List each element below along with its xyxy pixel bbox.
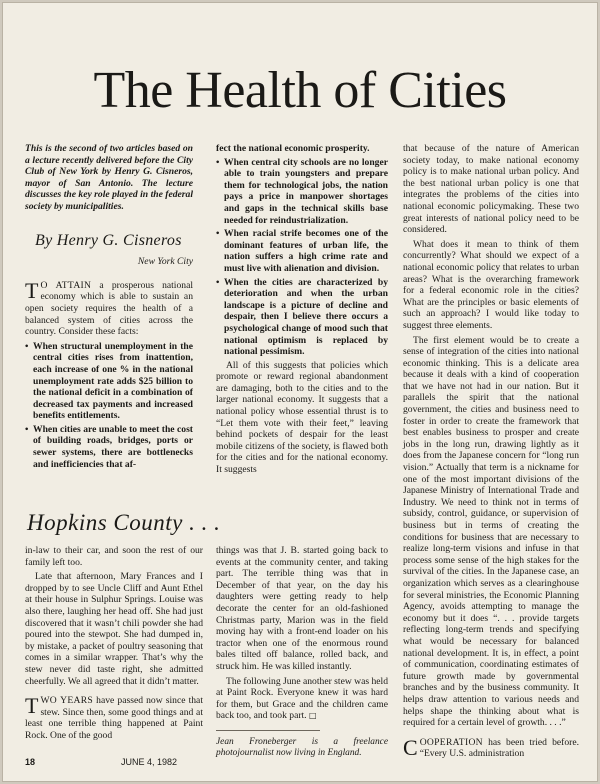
opening-smallcaps: O ATTAIN xyxy=(40,279,92,291)
body-paragraph xyxy=(216,676,388,722)
opening-initial: T xyxy=(25,277,39,303)
drop-smallcaps: WO YEARS xyxy=(40,695,94,707)
fact-item-text-start: When cities are unable to meet the cost of building roads, bridges, ports or sewer systems, there are bottlenecks and inefficiencies that af- xyxy=(33,423,193,470)
body-paragraph: What does it mean to think of them concurrently? What should we expect of a national economic policy that relates to urban areas? What is the overarching framework for a federal economic role in the cities? What are the principles or basic elements of such an approach? I would like today to suggest three elements. xyxy=(403,238,579,331)
fact-item: • When structural unemployment in the central cities rises from inattention, each increase of one % in the national unemployment rate adds $25 billion to the national deficit in a combination of decreased tax payments and increased benefits entitlements. xyxy=(25,341,193,422)
facts-list-continued xyxy=(216,157,388,358)
end-mark-icon: □ xyxy=(309,711,317,721)
fact-item: • When central city schools are no longer able to train youngsters and prepare them for technological jobs, the nation pays a price in manpower shortages and gaps in the technical skills base needed for reindustrialization. xyxy=(216,157,388,227)
body-paragraph: in-law to their car, and soon the rest of our family left too. xyxy=(25,545,203,568)
article-column-2 xyxy=(216,143,388,479)
page-title: The Health of Cities xyxy=(93,62,507,119)
body-text: The following June another stew was held at Paint Rock. Everyone knew it was hard for them, but Grace and the children came back too, and took part. xyxy=(216,675,388,722)
drop-initial: T xyxy=(25,693,39,719)
closing-smallcaps: OOPERATION xyxy=(419,736,483,748)
fact-item: • When the cities are characterized by deterioration and when the urban landscape is a picture of decline and despair, then I believe there occurs a psychological change of mood such that national optimism is replaced by national pessimism. xyxy=(216,277,388,358)
opening-text: a prosperous national economy which is able to sustain an open society requires the health of a balanced system of cities across the country. Consider these facts: xyxy=(25,279,193,338)
facts-list xyxy=(25,341,193,471)
hopkins-column-2 xyxy=(216,545,388,763)
magazine-page xyxy=(3,3,597,781)
body-paragraph: All of this suggests that policies which promote or reward regional abandonment are damaging, both to the cities and to the larger national economy. It suggests that a national policy whose essential thrust is to “Let them vote with their feet,” leaving behind pockets of despair for the least mobile citizens of the society, is flawed both for the cities and for the national economy. It suggests xyxy=(216,359,388,476)
credit-divider xyxy=(216,730,320,731)
fact-item-continued: fect the national economic prosperity. xyxy=(216,143,370,154)
fact-item xyxy=(25,424,193,470)
body-paragraph: that because of the nature of American society today, to make national economy policy is to make national urban policy. And the best national urban policy is one that integrates the problems of the cities into national economic policymaking. These two great interests of national policy need to be considered. xyxy=(403,143,579,236)
closing-initial: C xyxy=(403,734,418,760)
fact-item: • When racial strife becomes one of the dominant features of urban life, the nation suffers a high crime rate and must live with alienation and division. xyxy=(216,228,388,274)
closing-text: has been tried before. “Every U.S. administration xyxy=(419,736,579,760)
opening-paragraph xyxy=(25,277,193,338)
body-paragraph: The first element would be to create a sense of integration of the cities into national economic thinking. This is a delicate area because it deals with a kind of cooperation that we have not had in our nation. But it parallels the spirit that the national government, the cities and business need to foster in order to create the framework that best enables business to prosper and create jobs in the long run, drawing lightly as it does from the Japanese concern for “long run vision.” Actually that term is a nickname for one of the most important divisions of the Japanese Ministry of International Trade and Industry. We need to think not in terms of subsidy, control, guidance, or supervision of business but in terms of creating the conditions for business that are necessary to realize long-term visions and infuse in that process some sense of the high stakes for the survival of the cities. In the Japanese case, an organization which serves as a clearinghouse for several ministries, the Economic Planning Agency, avoids attempting to manage the economy but it does “. . . provide targets reflecting long-term trends and specifying what would be necessary for balanced national development. It is, in effect, a point of communication, coordinating estimates of future growth made by governmental branches and by the business community. It helps draw attention to various needs and helps shape the thinking about what is required for a certain level of growth. . . .” xyxy=(403,334,579,729)
drop-paragraph xyxy=(25,695,203,741)
body-paragraph: Late that afternoon, Mary Frances and I dropped by to see Uncle Cliff and Aunt Ethel at their house in Sulphur Springs. Louise was also there, laughing her head off. She had just discovered that it wasn’t chili powder she had poured into the stewpot. She had dumped in, by mistake, a packet of poultry seasoning that comes in a similar wrapper. That’s why the stew never did taste right, she admitted cheerfully. We all agreed that it didn’t matter. xyxy=(25,571,203,687)
body-paragraph: things was that J. B. started going back to events at the community center, and taking part. The terrible thing was that in December of that year, on the day his daughters were getting ready to help decorate the center for an old-fashioned Christmas party, Marion was in the field moving hay with a front-end loader on his tractor when one of the enormous round bales tilted off balance, rolled back, and struck him. He was killed instantly. xyxy=(216,545,388,672)
author-credit: Jean Froneberger is a freelance photojournalist now living in England. xyxy=(216,736,388,759)
page-number: 18 xyxy=(25,757,36,767)
article-column-1 xyxy=(25,143,193,472)
issue-date: JUNE 4, 1982 xyxy=(121,757,178,767)
closing-paragraph xyxy=(403,734,579,760)
byline: By Henry G. Cisneros xyxy=(35,231,182,249)
article-intro: This is the second of two articles based on a lecture recently delivered before the City Club of New York by Henry G. Cisneros, mayor of San Antonio. The lecture discusses the key role played in the federal society by municipalities. xyxy=(25,143,193,212)
continued-article-title: Hopkins County . . . xyxy=(27,510,221,535)
article-column-3 xyxy=(403,143,579,763)
drop-text: have passed now since that stew. Since then, some good things and at least one terrible thing happened at Paint Rock. One of the good xyxy=(25,695,203,741)
dateline-location: New York City xyxy=(137,256,193,268)
hopkins-column-1 xyxy=(25,545,203,745)
